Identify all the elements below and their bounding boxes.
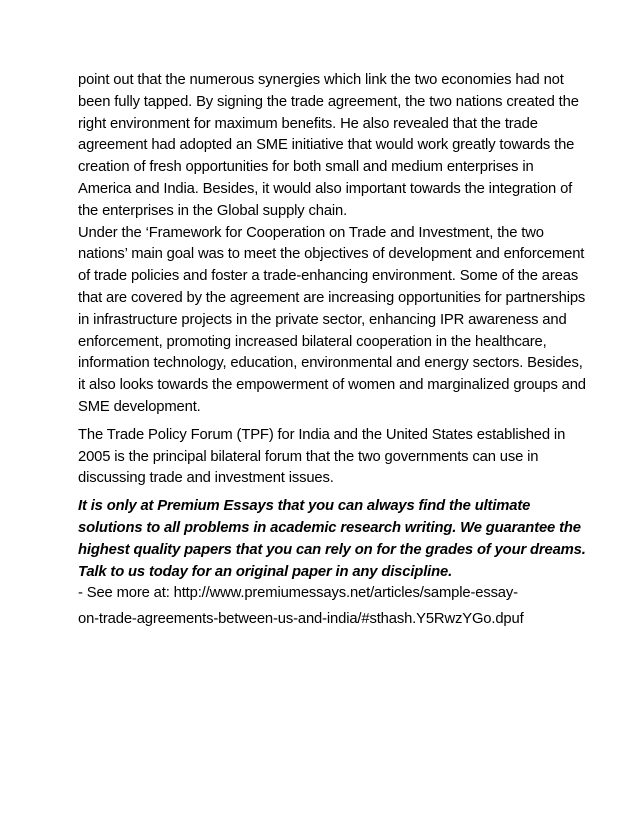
see-more-link-line-2[interactable]: on-trade-agreements-between-us-and-india/#sthash.Y5RwzYGo.dpuf — [78, 611, 524, 628]
body-paragraph-2: Under the ‘Framework for Cooperation on Trade and Investment, the two nations’ main goal was to meet the objectives of development and enforcement of trade policies and foster a trade-enhancing environment. Some of the areas that are covered by the agreement are increasing opportunities for partnerships in infrastructure projects in the private sector, enhancing IPR awareness and enforcement, promoting increased bilateral cooperation in the healthcare, information technology, education, environmental and energy sectors. Besides, it also looks towards the empowerment of women and marginalized groups and SME development. — [78, 224, 586, 415]
promo-paragraph: It is only at Premium Essays that you can always find the ultimate solutions to all problems in academic research writing. We guarantee the highest quality papers that you can rely on for the grades of your dreams. Talk to us today for an original paper in any discipline. — [78, 498, 586, 580]
body-paragraph-1: point out that the numerous synergies which link the two economies had not been fully tapped. By signing the trade agreement, the two nations created the right environment for maximum benefits. He also revealed that the trade agreement had adopted an SME initiative that would work greatly towards the creation of fresh opportunities for both small and medium enterprises in America and India. Besides, it would also important towards the integration of the enterprises in the Global supply chain. — [78, 72, 579, 219]
body-paragraph-3: The Trade Policy Forum (TPF) for India and the United States established in 2005 is the principal bilateral forum that the two governments can use in discussing trade and investment issues. — [78, 426, 566, 487]
see-more-link-line-1[interactable]: - See more at: http://www.premiumessays.net/articles/sample-essay- — [78, 585, 518, 602]
see-more-block — [78, 583, 588, 631]
